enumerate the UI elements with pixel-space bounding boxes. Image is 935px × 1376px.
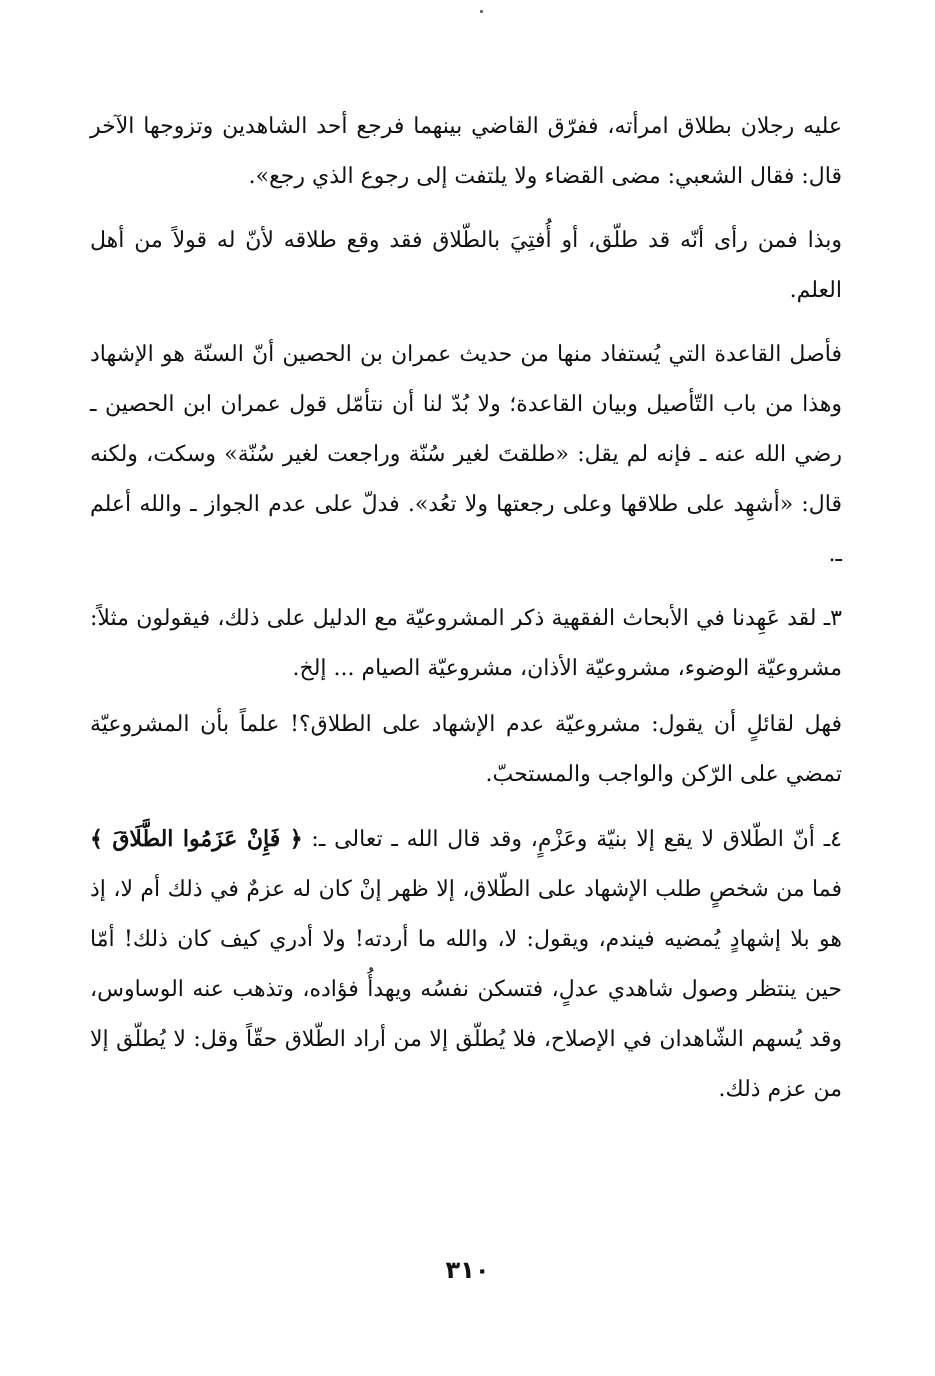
paragraph-3: فأصل القاعدة التي يُستفاد منها من حديث عمران بن الحصين أنّ السنّة هو الإشهاد وهذا من باب التّأصيل وبيان القاعدة؛ ولا بُدّ لنا أن نتأمّل قول عمران ابن الحصين ـ رضي الله عنه ـ فإنه لم يقل: «طلقتَ لغير سُنّة وراجعت لغير سُنّة» وسكت، ولكنه قال: «أشهِد على طلاقها وعلى رجعتها ولا تعُد». فدلّ على عدم الجواز ـ والله أعلم ـ. xyxy=(90,342,842,567)
page-number: ٣١٠ xyxy=(445,1256,490,1284)
quran-verse: ﴿ فَإِنْ عَزَمُوا الطَّلَاقَ ﴾ xyxy=(90,826,303,852)
body-text xyxy=(90,102,842,1129)
paragraph-6-body: فما من شخصٍ طلب الإشهاد على الطّلاق، إلا ظهر إنْ كان له عزمٌ في ذلك أم لا، إذ هو بلا إشهادٍ يُمضيه فيندم، ويقول: لا، والله ما أردته! ولا أدري كيف كان ذلك! أمّا حين ينتظر وصول شاهدي عدلٍ، فتسكن نفسُه ويهدأُ فؤاده، وتذهب عنه الوساوس، وقد يُسهم الشّاهدان في الإصلاح، فلا يُطلّق إلا من أراد الطّلاق حقّاً وقل: لا يُطلّق إلا من عزم ذلك. xyxy=(90,877,842,1102)
paragraph-6-intro: ٤ـ أنّ الطّلاق لا يقع إلا بنيّة وعَزْمٍ، وقد قال الله ـ تعالى ـ: xyxy=(302,827,842,852)
paragraph-1: عليه رجلان بطلاق امرأته، ففرّق القاضي بينهما فرجع أحد الشاهدين وتزوجها الآخر قال: فقال الشعبي: مضى القضاء ولا يلتفت إلى رجوع الذي رجع». xyxy=(90,114,842,189)
paragraph-6 xyxy=(90,814,842,1115)
paragraph-5: فهل لقائلٍ أن يقول: مشروعيّة عدم الإشهاد على الطلاق؟! علماً بأن المشروعيّة تمضي على الرّكن والواجب والمستحبّ. xyxy=(90,712,842,787)
top-dot-mark xyxy=(480,10,483,13)
paragraph-4: ٣ـ لقد عَهِدنا في الأبحاث الفقهية ذكر المشروعيّة مع الدليل على ذلك، فيقولون مثلاً: مشروعيّة الوضوء، مشروعيّة الأذان، مشروعيّة الصيام ... إلخ. xyxy=(90,606,842,681)
paragraph-2: وبذا فمن رأى أنّه قد طلّق، أو أُفتِيَ بالطّلاق فقد وقع طلاقه لأنّ له قولاً من أهل العلم. xyxy=(90,228,842,303)
